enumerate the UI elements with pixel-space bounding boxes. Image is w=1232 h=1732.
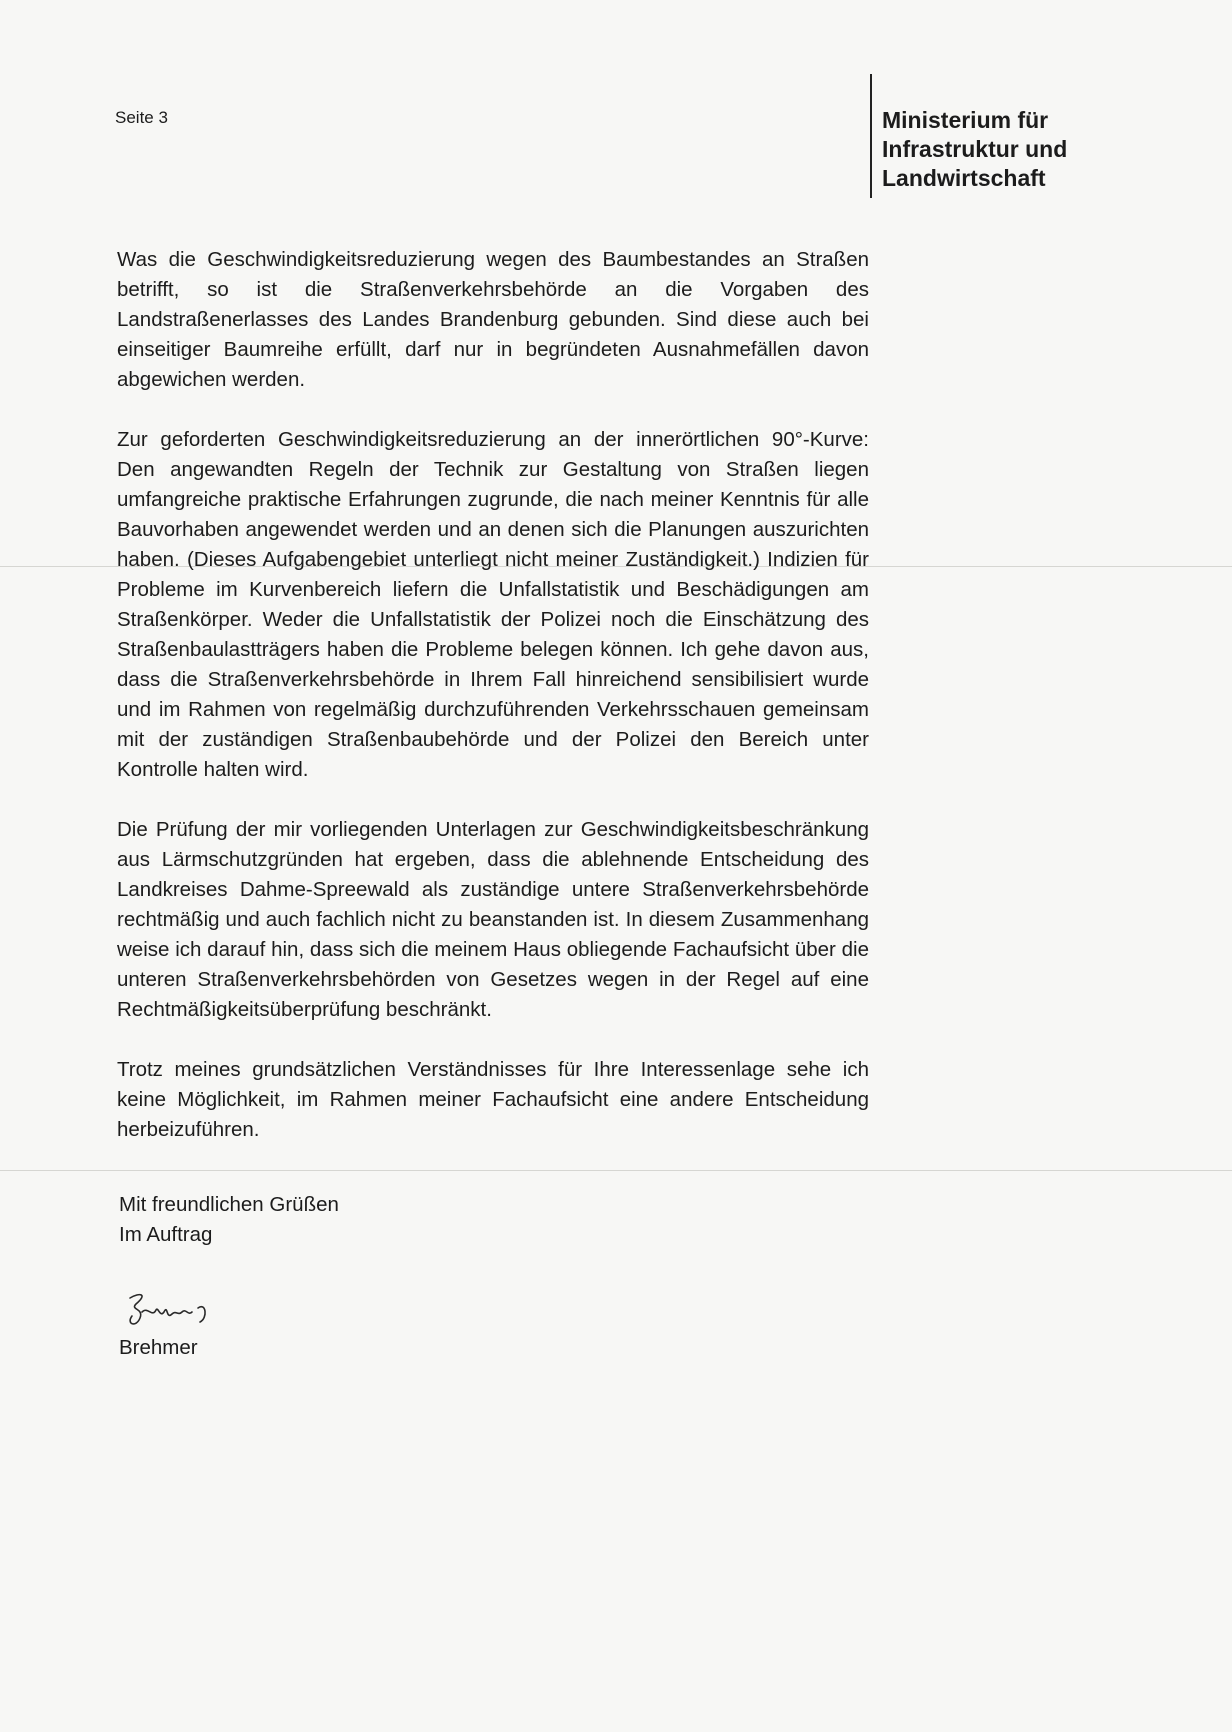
closing-mandate: Im Auftrag xyxy=(119,1223,213,1246)
ministry-name-line: Landwirtschaft xyxy=(882,165,1046,191)
letter-body xyxy=(117,245,869,1175)
body-paragraph: Die Prüfung der mir vorliegenden Unterlagen zur Geschwindigkeitsbeschränkung aus Lärmschutzgründen hat ergeben, dass die ablehnende Entscheidung des Landkreises Dahme-Spreewald als zuständige untere Straßenverkehrsbehörde rechtmäßig und auch fachlich nicht zu beanstanden ist. In diesem Zusammenhang weise ich darauf hin, dass sich die meinem Haus obliegende Fachaufsicht über die unteren Straßenverkehrsbehörden von Gesetzes wegen in der Regel auf eine Rechtmäßigkeitsüberprüfung beschränkt. xyxy=(117,818,869,1021)
closing-greeting: Mit freundlichen Grüßen xyxy=(119,1193,339,1216)
signer-name: Brehmer xyxy=(119,1336,198,1359)
body-paragraph: Was die Geschwindigkeitsreduzierung wegen des Baumbestandes an Straßen betrifft, so ist die Straßenverkehrsbehörde an die Vorgaben des Landstraßenerlasses des Landes Brandenburg gebunden. Sind diese auch bei einseitiger Baumreihe erfüllt, darf nur in begründeten Ausnahmefällen davon abgewichen werden. xyxy=(117,248,869,391)
ministry-name-line: Ministerium für xyxy=(882,107,1049,133)
page-number: Seite 3 xyxy=(115,108,168,127)
closing-block xyxy=(119,1190,339,1250)
ministry-letterhead xyxy=(870,74,1067,198)
handwritten-signature xyxy=(122,1288,232,1336)
body-paragraph: Trotz meines grundsätzlichen Verständnisses für Ihre Interessenlage sehe ich keine Möglichkeit, im Rahmen meiner Fachaufsicht eine andere Entscheidung herbeizuführen. xyxy=(117,1058,869,1141)
body-paragraph: Zur geforderten Geschwindigkeitsreduzierung an der innerörtlichen 90°-Kurve: Den angewandten Regeln der Technik zur Gestaltung von Straßen liegen umfangreiche praktische Erfahrungen zugrunde, die nach meiner Kenntnis für alle Bauvorhaben angewendet werden und an denen sich die Planungen auszurichten haben. (Dieses Aufgabengebiet unterliegt nicht meiner Zuständigkeit.) Indizien für Probleme im Kurvenbereich liefern die Unfallstatistik und Beschädigungen am Straßenkörper. Weder die Unfallstatistik der Polizei noch die Einschätzung des Straßenbaulastträgers haben die Probleme belegen können. Ich gehe davon aus, dass die Straßenverkehrsbehörde in Ihrem Fall hinreichend sensibilisiert wurde und im Rahmen von regelmäßig durchzuführenden Verkehrsschauen gemeinsam mit der zuständigen Straßenbaubehörde und der Polizei den Bereich unter Kontrolle halten wird. xyxy=(117,428,869,781)
ministry-name-line: Infrastruktur und xyxy=(882,136,1068,162)
